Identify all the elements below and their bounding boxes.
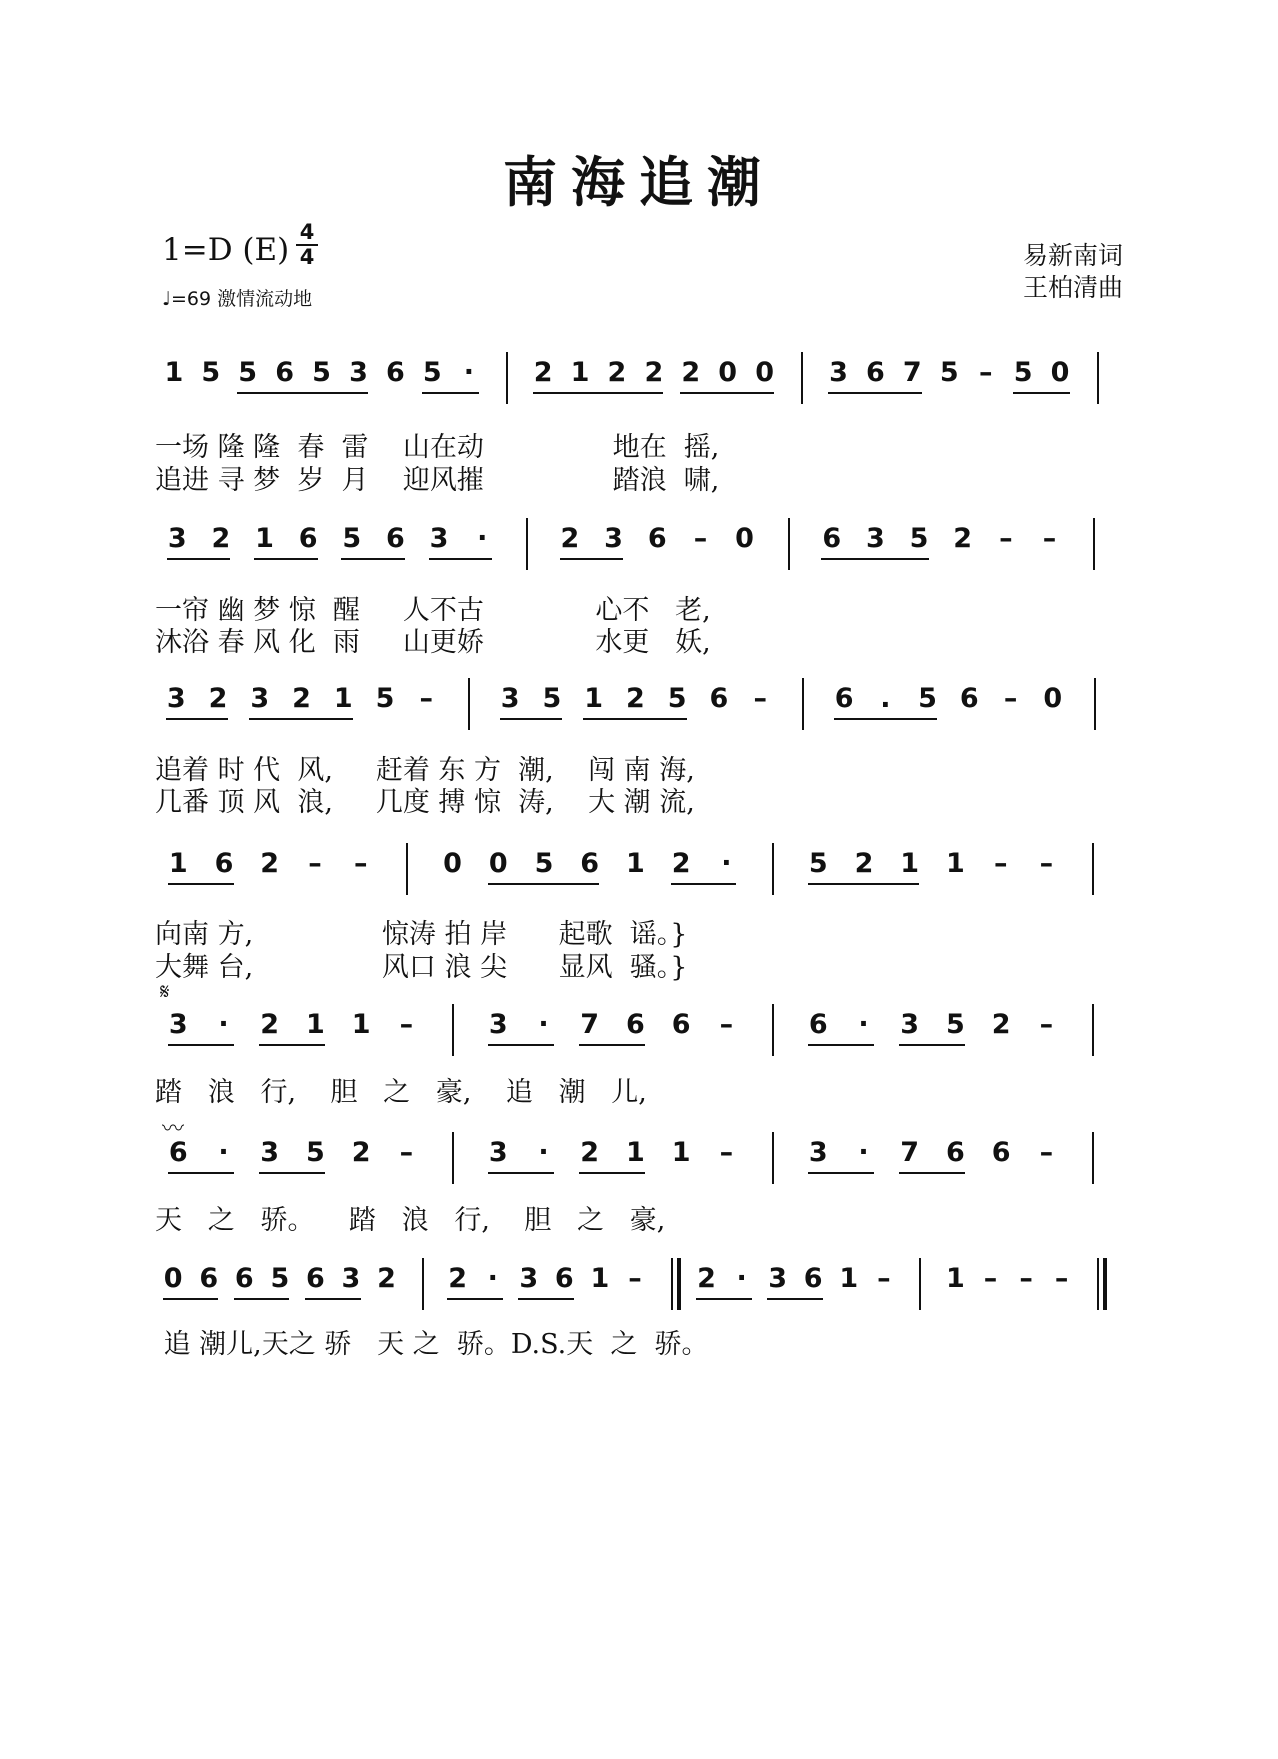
note: –: [1039, 848, 1054, 879]
lyric-line-1a: 一场 隆 隆 春 雷 山在动 地在 摇,: [155, 432, 720, 463]
note: 3: [429, 523, 449, 554]
note: 3: [260, 1137, 280, 1168]
note: 6: [671, 1009, 691, 1040]
beam-underline: [488, 1172, 554, 1174]
tempo-marking: ♩=69 激情流动地: [162, 288, 313, 310]
beam-underline: [579, 1044, 645, 1046]
mordent-sign: 〰: [162, 1117, 185, 1142]
lyric-line-7: 追 潮儿,天之 骄 天 之 骄。D.S.天 之 骄。: [155, 1329, 709, 1360]
note: –: [1039, 1137, 1054, 1168]
beam-underline: [696, 1298, 752, 1300]
note: 7: [902, 357, 922, 388]
note: 0: [1043, 683, 1063, 714]
note: –: [1054, 1263, 1069, 1294]
note: 2: [211, 523, 231, 554]
note: 2: [260, 1009, 280, 1040]
lyric-line-1b: 追进 寻 梦 岁 月 迎风摧 踏浪 啸,: [155, 465, 720, 496]
note: –: [877, 1263, 891, 1294]
key-signature: 1=D (E): [162, 232, 290, 268]
note: 2: [448, 1263, 468, 1294]
note: 1: [351, 1009, 371, 1040]
note: 3: [488, 1009, 508, 1040]
note: 5: [909, 523, 929, 554]
note: 5: [342, 523, 362, 554]
note: 1: [946, 1263, 965, 1294]
beam-underline: [254, 558, 318, 560]
bar-line: [772, 843, 774, 895]
beam-underline: [579, 1172, 645, 1174]
note: 3: [166, 683, 186, 714]
bar-line: [452, 1004, 454, 1056]
beam-underline: [560, 558, 624, 560]
note: 6: [554, 1263, 574, 1294]
note: 6: [275, 357, 295, 388]
time-signature-top: 4: [299, 220, 315, 244]
note: 3: [768, 1263, 788, 1294]
note: 2: [953, 523, 973, 554]
note: –: [399, 1009, 414, 1040]
note: 5: [918, 683, 937, 714]
note: 5: [422, 357, 442, 388]
bar-line: [801, 352, 803, 404]
note: 3: [808, 1137, 828, 1168]
time-signature: [296, 222, 318, 268]
beam-underline: [899, 1172, 965, 1174]
song-title: 南海追潮: [503, 150, 775, 214]
note: 1: [839, 1263, 859, 1294]
bar-line: [1103, 1258, 1107, 1310]
note: ·: [218, 1137, 229, 1168]
note: 2: [697, 1263, 716, 1294]
beam-underline: [500, 718, 562, 720]
note: 3: [349, 357, 368, 388]
note: 1: [333, 683, 353, 714]
bar-line: [802, 678, 804, 730]
beam-underline: [234, 1298, 290, 1300]
bar-line: [919, 1258, 921, 1310]
note: 5: [946, 1009, 965, 1040]
beam-underline: [488, 883, 599, 885]
note: –: [753, 683, 767, 714]
note: 2: [681, 357, 701, 388]
staff-line-7: [155, 1258, 1135, 1318]
beam-underline: [808, 1044, 874, 1046]
note: 3: [500, 683, 520, 714]
note: 5: [1013, 357, 1033, 388]
note: 1: [626, 1137, 645, 1168]
beam-underline: [583, 718, 686, 720]
note: 5: [238, 357, 258, 388]
note: ·: [858, 1009, 869, 1040]
bar-line: [671, 1258, 673, 1310]
note: 7: [900, 1137, 920, 1168]
beam-underline: [163, 1298, 219, 1300]
beam-underline: [808, 883, 919, 885]
bar-line: [452, 1132, 454, 1184]
note: 1: [168, 848, 188, 879]
note: –: [1042, 523, 1057, 554]
note: ·: [721, 848, 732, 879]
segno-sign: 𝄋: [160, 980, 170, 1005]
beam-underline: [249, 718, 352, 720]
beam-underline: [237, 392, 368, 394]
lyric-line-5: 踏 浪 行, 胆 之 豪, 追 潮 儿,: [155, 1077, 647, 1108]
note: 3: [900, 1009, 920, 1040]
note: 5: [306, 1137, 325, 1168]
beam-underline: [305, 1298, 361, 1300]
beam-underline: [167, 558, 231, 560]
note: –: [993, 848, 1008, 879]
staff-line-6: [155, 1132, 1135, 1192]
note: 1: [164, 357, 184, 388]
note: 0: [443, 848, 462, 879]
note: 6: [234, 1263, 254, 1294]
note: 1: [626, 848, 645, 879]
beam-underline: [533, 392, 664, 394]
bar-line: [1097, 352, 1099, 404]
lyricist-credit: 易新南词: [1022, 241, 1123, 270]
note: 5: [808, 848, 828, 879]
note: 2: [644, 357, 664, 388]
note: 6: [709, 683, 729, 714]
note: 6: [946, 1137, 965, 1168]
beam-underline: [429, 558, 493, 560]
beam-underline: [259, 1044, 325, 1046]
note: –: [693, 523, 708, 554]
note: 3: [341, 1263, 361, 1294]
note: 1: [900, 848, 920, 879]
note: 1: [590, 1263, 610, 1294]
staff-line-2: [155, 518, 1135, 578]
note: 6: [199, 1263, 219, 1294]
note: 1: [671, 1137, 691, 1168]
note: 3: [168, 1009, 188, 1040]
beam-underline: [166, 718, 228, 720]
bar-line: [1093, 518, 1095, 570]
beam-underline: [168, 1044, 234, 1046]
note: 2: [377, 1263, 396, 1294]
note: 6: [626, 1009, 645, 1040]
lyric-line-3a: 追着 时 代 风, 赶着 东 方 潮, 闯 南 海,: [155, 755, 695, 786]
beam-underline: [767, 1298, 823, 1300]
note: 5: [542, 683, 562, 714]
note: 6: [386, 523, 405, 554]
note: 5: [312, 357, 331, 388]
note: 5: [939, 357, 959, 388]
note: 5: [270, 1263, 290, 1294]
bar-line: [1092, 1004, 1094, 1056]
bar-line: [677, 1258, 681, 1310]
beam-underline: [1013, 392, 1070, 394]
note: 3: [488, 1137, 508, 1168]
bar-line: [772, 1132, 774, 1184]
note: 1: [570, 357, 590, 388]
staff-line-5: [155, 1004, 1135, 1064]
beam-underline: [680, 392, 774, 394]
staff-line-4: [155, 843, 1135, 903]
note: 0: [735, 523, 754, 554]
beam-underline: [447, 1298, 503, 1300]
note: ·: [487, 1263, 498, 1294]
note: ·: [463, 357, 474, 388]
beam-underline: [422, 392, 479, 394]
note: 6: [298, 523, 318, 554]
note: 6: [866, 357, 885, 388]
bar-line: [1097, 1258, 1099, 1310]
note: 0: [1050, 357, 1070, 388]
note: –: [1019, 1263, 1033, 1294]
beam-underline: [518, 1298, 574, 1300]
beam-underline: [168, 1172, 234, 1174]
lyric-line-2a: 一帘 幽 梦 惊 醒 人不古 心不 老,: [155, 595, 711, 626]
note: –: [1003, 683, 1018, 714]
beam-underline: [341, 558, 405, 560]
bar-line: [422, 1258, 424, 1310]
note: 6: [808, 1009, 828, 1040]
bar-line: [1092, 1132, 1094, 1184]
note: 2: [580, 1137, 600, 1168]
time-signature-bottom: 4: [299, 245, 315, 269]
note: 2: [533, 357, 553, 388]
lyric-line-4a: 向南 方, 惊涛 拍 岸 起歌 谣。}: [155, 919, 688, 950]
note: 5: [375, 683, 395, 714]
note: 5: [667, 683, 687, 714]
note: 0: [718, 357, 738, 388]
bar-line: [526, 518, 528, 570]
bar-line: [506, 352, 508, 404]
note: 1: [584, 683, 604, 714]
note: 6: [822, 523, 842, 554]
note: 1: [255, 523, 274, 554]
composer-credit: 王柏清曲: [1022, 273, 1123, 302]
lyric-line-4b: 大舞 台, 风口 浪 尖 显风 骚。}: [155, 952, 688, 983]
note: 6: [991, 1137, 1011, 1168]
note: 6: [306, 1263, 325, 1294]
note: 2: [208, 683, 228, 714]
beam-underline: [828, 392, 922, 394]
note: 2: [351, 1137, 371, 1168]
note: 6: [647, 523, 667, 554]
lyric-line-6: 天 之 骄。 踏 浪 行, 胆 之 豪,: [155, 1205, 666, 1236]
note: 1: [306, 1009, 325, 1040]
note: 2: [560, 523, 580, 554]
bar-line: [1092, 843, 1094, 895]
note: ·: [736, 1263, 747, 1294]
note: 3: [519, 1263, 539, 1294]
bar-line: [788, 518, 790, 570]
beam-underline: [834, 718, 937, 720]
lyric-line-3b: 几番 顶 风 浪, 几度 搏 惊 涛, 大 潮 流,: [155, 787, 695, 818]
note: 2: [607, 357, 627, 388]
note: 2: [854, 848, 874, 879]
note: –: [719, 1137, 734, 1168]
note: –: [999, 523, 1013, 554]
bar-line: [772, 1004, 774, 1056]
note: –: [628, 1263, 642, 1294]
beam-underline: [671, 883, 737, 885]
note: 3: [829, 357, 848, 388]
note: 3: [866, 523, 885, 554]
note: ·: [538, 1137, 549, 1168]
beam-underline: [488, 1044, 554, 1046]
note: 6: [214, 848, 234, 879]
beam-underline: [899, 1044, 965, 1046]
note: ·: [538, 1009, 549, 1040]
note: –: [399, 1137, 414, 1168]
note: 0: [163, 1263, 183, 1294]
note: 3: [167, 523, 187, 554]
note: 6: [959, 683, 979, 714]
note: 6: [386, 357, 405, 388]
note: 6: [580, 848, 600, 879]
lyric-line-2b: 沐浴 春 风 化 雨 山更娇 水更 妖,: [155, 627, 711, 658]
note: ·: [218, 1009, 229, 1040]
note: 0: [755, 357, 775, 388]
note: –: [983, 1263, 998, 1294]
note: 2: [626, 683, 645, 714]
beam-underline: [808, 1172, 874, 1174]
staff-line-3: [155, 678, 1135, 738]
note: 3: [604, 523, 623, 554]
note: 2: [292, 683, 311, 714]
note: 0: [488, 848, 508, 879]
note: 6: [803, 1263, 823, 1294]
note: 2: [260, 848, 280, 879]
bar-line: [406, 843, 408, 895]
note: 2: [991, 1009, 1011, 1040]
note: 6: [834, 683, 854, 714]
note: ·: [477, 523, 488, 554]
note: 5: [534, 848, 554, 879]
note: –: [1039, 1009, 1054, 1040]
staff-line-1: [155, 352, 1135, 412]
beam-underline: [821, 558, 928, 560]
note: –: [979, 357, 993, 388]
bar-line: [468, 678, 470, 730]
note: 6: [168, 1137, 188, 1168]
note: 3: [250, 683, 270, 714]
note: 1: [946, 848, 965, 879]
note: 5: [201, 357, 221, 388]
note: –: [419, 683, 434, 714]
note: ·: [858, 1137, 869, 1168]
beam-underline: [259, 1172, 325, 1174]
beam-underline: [168, 883, 234, 885]
note: .: [880, 683, 891, 714]
note: –: [353, 848, 368, 879]
note: 2: [671, 848, 691, 879]
note: –: [308, 848, 322, 879]
note: 7: [580, 1009, 600, 1040]
bar-line: [1094, 678, 1096, 730]
note: –: [719, 1009, 734, 1040]
